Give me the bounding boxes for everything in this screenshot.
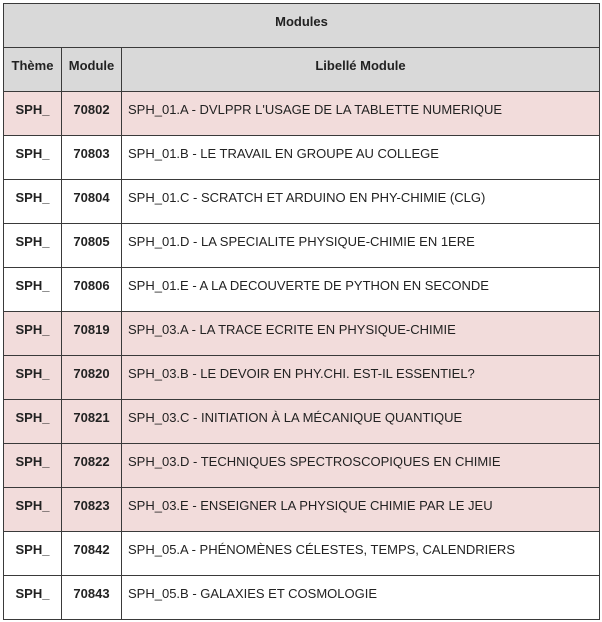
table-row: [4, 532, 600, 576]
cell-label: SPH_03.A - LA TRACE ECRITE EN PHYSIQUE-CHIMIE: [122, 312, 600, 356]
table-header-row: [4, 48, 600, 92]
cell-theme: SPH_: [4, 92, 62, 136]
cell-theme: SPH_: [4, 488, 62, 532]
table-row: [4, 136, 600, 180]
cell-module: 70821: [62, 400, 122, 444]
cell-module: 70806: [62, 268, 122, 312]
table-row: [4, 224, 600, 268]
header-label: Libellé Module: [122, 48, 600, 92]
cell-module: 70803: [62, 136, 122, 180]
cell-label: SPH_03.E - ENSEIGNER LA PHYSIQUE CHIMIE PAR LE JEU: [122, 488, 600, 532]
cell-theme: SPH_: [4, 444, 62, 488]
table-title-row: [4, 4, 600, 48]
table-row: [4, 180, 600, 224]
table-row: [4, 444, 600, 488]
cell-module: 70820: [62, 356, 122, 400]
cell-theme: SPH_: [4, 268, 62, 312]
cell-label: SPH_01.B - LE TRAVAIL EN GROUPE AU COLLEGE: [122, 136, 600, 180]
cell-label: SPH_01.A - DVLPPR L'USAGE DE LA TABLETTE NUMERIQUE: [122, 92, 600, 136]
cell-theme: SPH_: [4, 400, 62, 444]
cell-label: SPH_03.B - LE DEVOIR EN PHY.CHI. EST-IL ESSENTIEL?: [122, 356, 600, 400]
cell-label: SPH_05.B - GALAXIES ET COSMOLOGIE: [122, 576, 600, 620]
cell-module: 70822: [62, 444, 122, 488]
cell-module: 70842: [62, 532, 122, 576]
table-body: [4, 92, 600, 620]
cell-theme: SPH_: [4, 180, 62, 224]
table-row: [4, 356, 600, 400]
cell-module: 70819: [62, 312, 122, 356]
cell-module: 70823: [62, 488, 122, 532]
cell-label: SPH_01.C - SCRATCH ET ARDUINO EN PHY-CHIMIE (CLG): [122, 180, 600, 224]
cell-module: 70804: [62, 180, 122, 224]
cell-module: 70805: [62, 224, 122, 268]
cell-theme: SPH_: [4, 312, 62, 356]
header-module: Module: [62, 48, 122, 92]
table-row: [4, 312, 600, 356]
cell-label: SPH_03.C - INITIATION À LA MÉCANIQUE QUANTIQUE: [122, 400, 600, 444]
cell-theme: SPH_: [4, 356, 62, 400]
cell-theme: SPH_: [4, 136, 62, 180]
cell-label: SPH_05.A - PHÉNOMÈNES CÉLESTES, TEMPS, CALENDRIERS: [122, 532, 600, 576]
cell-theme: SPH_: [4, 576, 62, 620]
header-theme: Thème: [4, 48, 62, 92]
table-row: [4, 576, 600, 620]
modules-table: [3, 3, 600, 620]
table-row: [4, 400, 600, 444]
table-row: [4, 92, 600, 136]
cell-theme: SPH_: [4, 532, 62, 576]
table-row: [4, 488, 600, 532]
cell-theme: SPH_: [4, 224, 62, 268]
cell-label: SPH_01.E - A LA DECOUVERTE DE PYTHON EN SECONDE: [122, 268, 600, 312]
table-row: [4, 268, 600, 312]
cell-module: 70843: [62, 576, 122, 620]
cell-label: SPH_01.D - LA SPECIALITE PHYSIQUE-CHIMIE EN 1ERE: [122, 224, 600, 268]
cell-label: SPH_03.D - TECHNIQUES SPECTROSCOPIQUES EN CHIMIE: [122, 444, 600, 488]
cell-module: 70802: [62, 92, 122, 136]
table-title: Modules: [4, 4, 600, 48]
